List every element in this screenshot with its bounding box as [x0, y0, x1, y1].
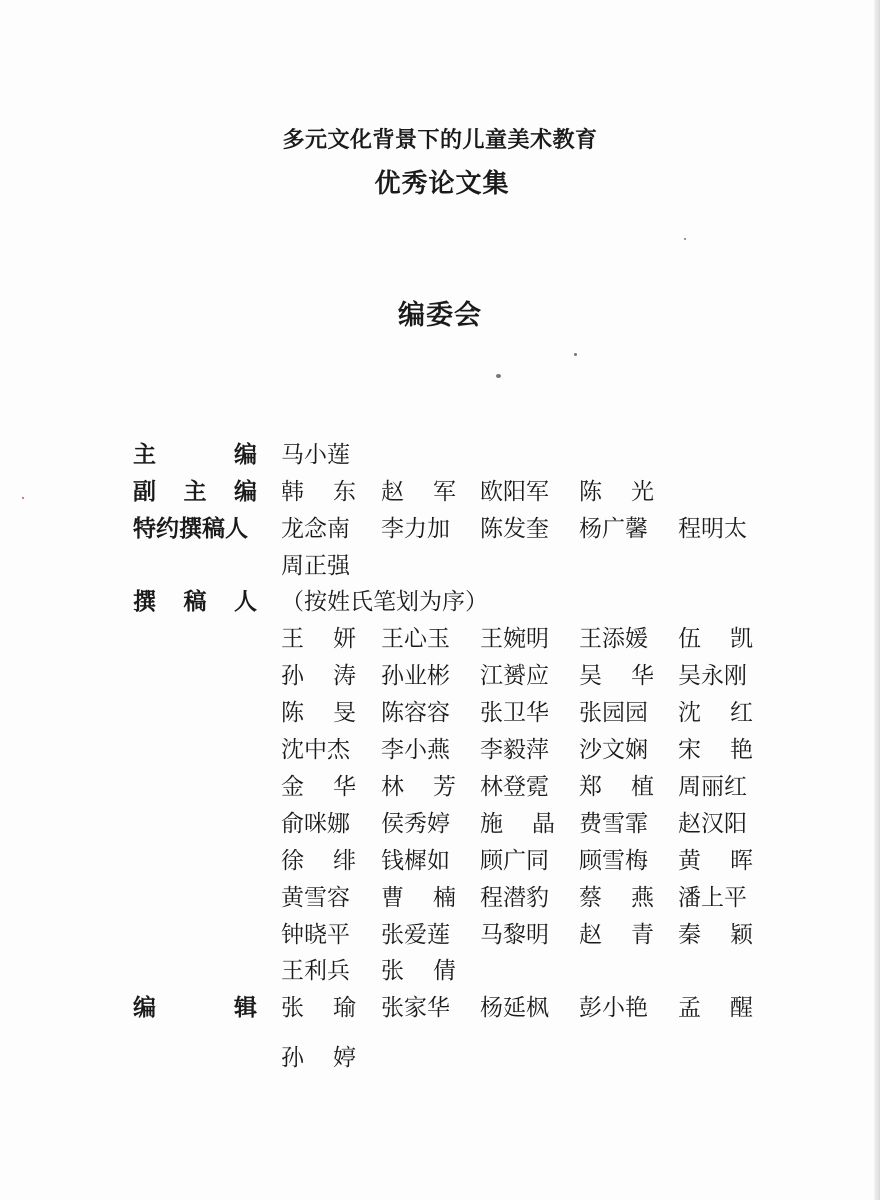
book-subtitle: 多元文化背景下的儿童美术教育 [282, 128, 598, 153]
scan-speck [496, 374, 501, 378]
contributor-name: 杨延枫 [480, 995, 549, 1021]
roster-row [0, 917, 880, 953]
contributor-name: 陈 光 [579, 479, 654, 505]
contributor-name: 李力加 [381, 516, 450, 542]
contributor-name: 俞咪娜 [281, 811, 350, 837]
roster-row [0, 474, 880, 510]
contributor-name: 陈容容 [381, 700, 450, 726]
contributor-name: 孙 涛 [281, 663, 356, 689]
contributor-name: 秦 颖 [678, 922, 753, 948]
roster-row [0, 1040, 880, 1076]
contributor-name: 张 倩 [381, 958, 456, 984]
roster-row [0, 658, 880, 694]
contributor-name: 黄 晖 [678, 848, 753, 874]
scan-speck [574, 353, 577, 356]
roster-row [0, 437, 880, 473]
contributor-name: 张卫华 [480, 700, 549, 726]
role-label [133, 584, 257, 620]
scan-speck [684, 238, 686, 240]
roster-row [0, 990, 880, 1026]
contributor-name: 彭小艳 [579, 995, 648, 1021]
order-note: （按姓氏笔划为序） [281, 589, 488, 615]
role-label-char: 编 [133, 995, 156, 1021]
contributor-name: 林登霓 [480, 774, 549, 800]
contributor-name: 费雪霏 [579, 811, 648, 837]
role-label-char: 稿 [183, 589, 207, 615]
role-label [133, 437, 257, 473]
roster-row [0, 880, 880, 916]
role-label-char: 编 [234, 442, 257, 468]
roster-row [0, 695, 880, 731]
contributor-name: 潘上平 [678, 885, 747, 911]
contributor-name: 陈发奎 [480, 516, 549, 542]
contributor-name: 顾广同 [480, 848, 549, 874]
contributor-name: 蔡 燕 [579, 885, 654, 911]
contributor-name: 施 晶 [480, 811, 555, 837]
role-label-char: 人 [234, 589, 257, 615]
contributor-name: 顾雪梅 [579, 848, 648, 874]
role-label [133, 990, 257, 1026]
contributor-name: 吴 华 [579, 663, 654, 689]
contributor-name: 龙念南 [281, 516, 350, 542]
contributor-name: 程潜豹 [480, 885, 549, 911]
contributor-name: 赵汉阳 [678, 811, 747, 837]
contributor-name: 李小燕 [381, 737, 450, 763]
roster-row [0, 953, 880, 989]
contributor-name: 张 瑜 [281, 995, 356, 1021]
contributor-name: 沈 红 [678, 700, 753, 726]
book-title: 优秀论文集 [374, 169, 510, 199]
contributor-name: 王添媛 [579, 626, 648, 652]
role-label-char: 撰 [133, 589, 156, 615]
roster-row [0, 806, 880, 842]
contributor-name: 徐 绯 [281, 848, 356, 874]
contributor-name: 宋 艳 [678, 737, 753, 763]
contributor-name: 伍 凯 [678, 626, 753, 652]
contributor-name: 曹 楠 [381, 885, 456, 911]
roster-row [0, 621, 880, 657]
contributor-name: 王婉明 [480, 626, 549, 652]
contributor-name: 马黎明 [480, 922, 549, 948]
roster-row [0, 584, 880, 620]
contributor-name: 欧阳军 [480, 479, 549, 505]
contributor-name: 沙文娴 [579, 737, 648, 763]
contributor-name: 李毅萍 [480, 737, 549, 763]
contributor-name: 林 芳 [381, 774, 456, 800]
contributor-name: 王 妍 [281, 626, 356, 652]
contributor-name: 周正强 [281, 553, 350, 579]
roster-row [0, 548, 880, 584]
contributor-name: 张爱莲 [381, 922, 450, 948]
committee-heading: 编委会 [398, 300, 482, 331]
role-label-char: 编 [234, 479, 257, 505]
contributor-name: 侯秀婷 [381, 811, 450, 837]
role-label-char: 主 [183, 479, 207, 505]
role-label [133, 511, 257, 547]
roster-row [0, 769, 880, 805]
role-label-char: 特约撰稿人 [133, 516, 248, 542]
contributor-name: 金 华 [281, 774, 356, 800]
contributor-name: 钟晓平 [281, 922, 350, 948]
contributor-name: 韩 东 [281, 479, 356, 505]
role-label-char: 副 [133, 479, 156, 505]
contributor-name: 孟 醒 [678, 995, 753, 1021]
contributor-name: 吴永刚 [678, 663, 747, 689]
role-label-char: 辑 [234, 995, 257, 1021]
contributor-name: 王利兵 [281, 958, 350, 984]
contributor-name: 赵 青 [579, 922, 654, 948]
contributor-name: 张家华 [381, 995, 450, 1021]
contributor-name: 杨广馨 [579, 516, 648, 542]
contributor-name: 钱樨如 [381, 848, 450, 874]
contributor-name: 孙业彬 [381, 663, 450, 689]
contributor-name: 周丽红 [678, 774, 747, 800]
roster-row [0, 843, 880, 879]
roster-row [0, 511, 880, 547]
contributor-name: 程明太 [678, 516, 747, 542]
contributor-name: 黄雪容 [281, 885, 350, 911]
contributor-name: 赵 军 [381, 479, 456, 505]
role-label-char: 主 [133, 442, 156, 468]
scan-speck [22, 497, 24, 499]
contributor-name: 张园园 [579, 700, 648, 726]
contributor-name: 孙 婷 [281, 1045, 356, 1071]
contributor-name: 马小莲 [281, 442, 350, 468]
contributor-name: 沈中杰 [281, 737, 350, 763]
contributor-name: 郑 植 [579, 774, 654, 800]
contributor-name: 陈 旻 [281, 700, 356, 726]
role-label [133, 474, 257, 510]
contributor-name: 王心玉 [381, 626, 450, 652]
contributor-name: 江赟应 [480, 663, 549, 689]
roster-row [0, 732, 880, 768]
